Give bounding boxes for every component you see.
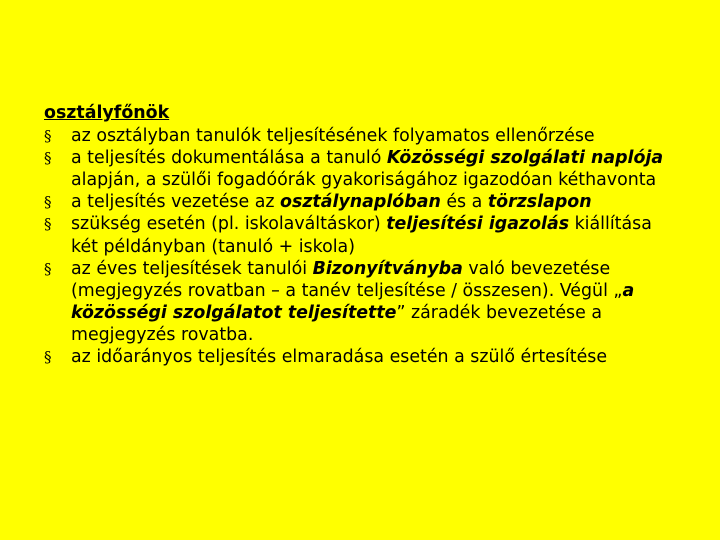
bullet-item [44,147,684,191]
bullet-item [44,346,684,368]
bullet-text: való bevezetése (megjegyzés rovatban – a tanév teljesítése / összesen). Végül „ [71,258,623,301]
emphasized-text: osztálynaplóban [280,192,441,213]
bullet-text: szükség esetén (pl. iskolaváltáskor) [71,214,387,235]
emphasized-text: törzslapon [487,192,592,213]
emphasized-text: teljesítési igazolás [386,214,570,235]
bullet-marker-icon: § [44,127,52,146]
bullet-text: a teljesítés vezetése az [71,192,281,213]
emphasized-text: a közösségi szolgálatot teljesítette [71,280,635,323]
bullet-text: az időarányos teljesítés elmaradása esetén a szülő értesítése [71,347,608,368]
bullet-marker-icon: § [44,215,52,234]
bullet-item [44,258,684,346]
bullet-marker-icon: § [44,348,52,367]
slide-heading: osztályfőnök [44,103,170,123]
bullet-text: kiállítása két példányban (tanuló + iskola) [71,214,652,257]
bullet-marker-icon: § [44,149,52,168]
bullet-marker-icon: § [44,259,52,278]
bullet-list [44,125,684,368]
emphasized-text: Bizonyítványba [312,258,463,279]
bullet-item [44,213,684,257]
bullet-item [44,191,684,213]
bullet-text: alapján, a szülői fogadóórák gyakoriságához igazodóan kéthavonta [71,170,657,191]
bullet-text: ” záradék bevezetése a megjegyzés rovatba. [71,302,602,345]
bullet-text: az éves teljesítések tanulói [71,258,313,279]
slide-content [44,102,684,368]
bullet-marker-icon: § [44,193,52,212]
bullet-text: az osztályban tanulók teljesítésének folyamatos ellenőrzése [71,126,595,147]
emphasized-text: Közösségi szolgálati naplója [386,148,664,169]
bullet-item [44,125,684,147]
bullet-text: és a [440,192,488,213]
bullet-text: a teljesítés dokumentálása a tanuló [71,148,387,169]
